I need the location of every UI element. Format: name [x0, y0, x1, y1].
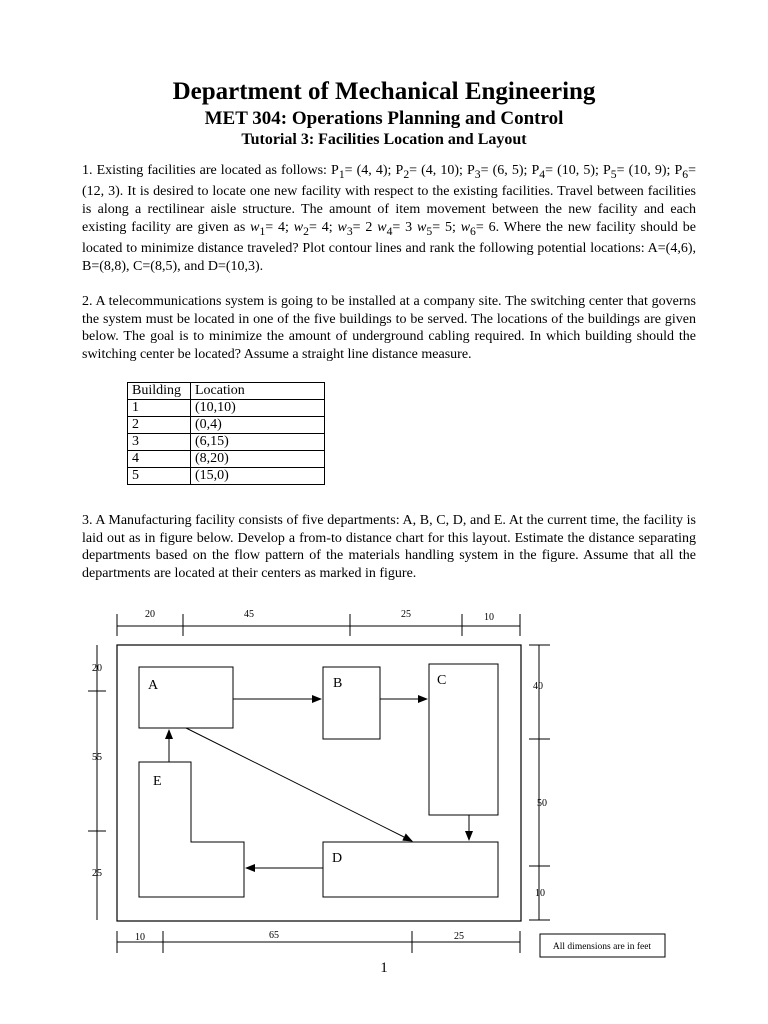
- right-dim-label: 10: [535, 888, 545, 899]
- table-header-building: Building: [128, 383, 191, 400]
- left-dim-label: 55: [92, 752, 102, 763]
- building-cell: 1: [128, 400, 191, 417]
- page-number: 1: [380, 960, 388, 976]
- building-cell: 5: [128, 468, 191, 485]
- location-cell: (15,0): [191, 468, 325, 485]
- left-dim-label: 20: [92, 663, 102, 674]
- facility-boundary: [117, 645, 521, 921]
- department-label-a: A: [148, 678, 159, 693]
- department-d: [323, 842, 498, 897]
- department-label-b: B: [333, 676, 343, 691]
- flow-arrows: [169, 699, 469, 868]
- building-cell: 2: [128, 417, 191, 434]
- units-note: All dimensions are in feet: [552, 942, 652, 952]
- building-cell: 4: [128, 451, 191, 468]
- table-row: [128, 417, 325, 434]
- page-title: Department of Mechanical Engineering: [172, 78, 596, 105]
- table-row: [128, 400, 325, 417]
- top-dim-label: 20: [145, 609, 155, 620]
- bottom-dim-label: 65: [269, 930, 279, 941]
- department-b: [323, 667, 380, 739]
- right-dim-label: 40: [533, 681, 543, 692]
- course-title: MET 304: Operations Planning and Control: [204, 108, 564, 129]
- department-label-d: D: [332, 851, 343, 866]
- building-location-table: [127, 382, 325, 485]
- facility-layout-diagram: [0, 600, 768, 960]
- top-dim-label: 10: [484, 612, 494, 623]
- right-dim-label: 50: [537, 798, 547, 809]
- building-cell: 3: [128, 434, 191, 451]
- top-dim-label: 25: [401, 609, 411, 620]
- location-cell: (6,15): [191, 434, 325, 451]
- table-row: [128, 451, 325, 468]
- tutorial-title: Tutorial 3: Facilities Location and Layout: [241, 131, 527, 148]
- location-cell: (0,4): [191, 417, 325, 434]
- department-a: [139, 667, 233, 728]
- flow-arrow-a-to-d: [186, 728, 412, 841]
- table-row: [128, 434, 325, 451]
- department-label-c: C: [437, 673, 447, 688]
- table-header-location: Location: [191, 383, 325, 400]
- question-1: 1. Existing facilities are located as follows: $P_1= (4$, 4); $P_2= (4$, 10); $P_3= (6$, 5); $P_4= (10$, 5); $P_5= (10$, 9); $P_6= (12$, 3). It is desired to locate one new facility with respect to the existing facilities. Travel between facilities is along a rectilinear aisle structure. The amount of item movement between the new facility and each existing facility are given as $w_1= 4$; $w_2= 4$; $w_3= 2$ $w_4= 3$ $w_5= 5$; $w_6= 6$. Where the new facility should be located to minimize distance traveled? Plot contour lines and rank the following potential locations: A=(4,6), B=(8,8), C=(8,5), and D=(10,3).: [82, 163, 696, 274]
- location-cell: (8,20): [191, 451, 325, 468]
- top-dim-label: 45: [244, 609, 254, 620]
- location-cell: (10,10): [191, 400, 325, 417]
- table-header-row: [128, 383, 325, 400]
- department-label-e: E: [153, 774, 162, 789]
- table-row: [128, 468, 325, 485]
- question-3: 3. A Manufacturing facility consists of five departments: A, B, C, D, and E. At the current time, the facility is laid out as in figure below. Develop a from-to distance chart for this layout. Estimate the distance separating departments based on the flow pattern of the materials handling system in the figure. Assume that all the departments are located at their centers as marked in figure.: [82, 513, 696, 581]
- left-dim-label: 25: [92, 868, 102, 879]
- bottom-dim-label: 10: [135, 932, 145, 943]
- question-2: 2. A telecommunications system is going to be installed at a company site. The switching center that governs the system must be located in one of the five buildings to be served. The locations of the buildings are given below. The goal is to minimize the amount of underground cabling required. In which building should the switching center be located? Assume a straight line distance measure.: [82, 294, 696, 362]
- top-dimension-line: [117, 614, 520, 636]
- bottom-dim-label: 25: [454, 931, 464, 942]
